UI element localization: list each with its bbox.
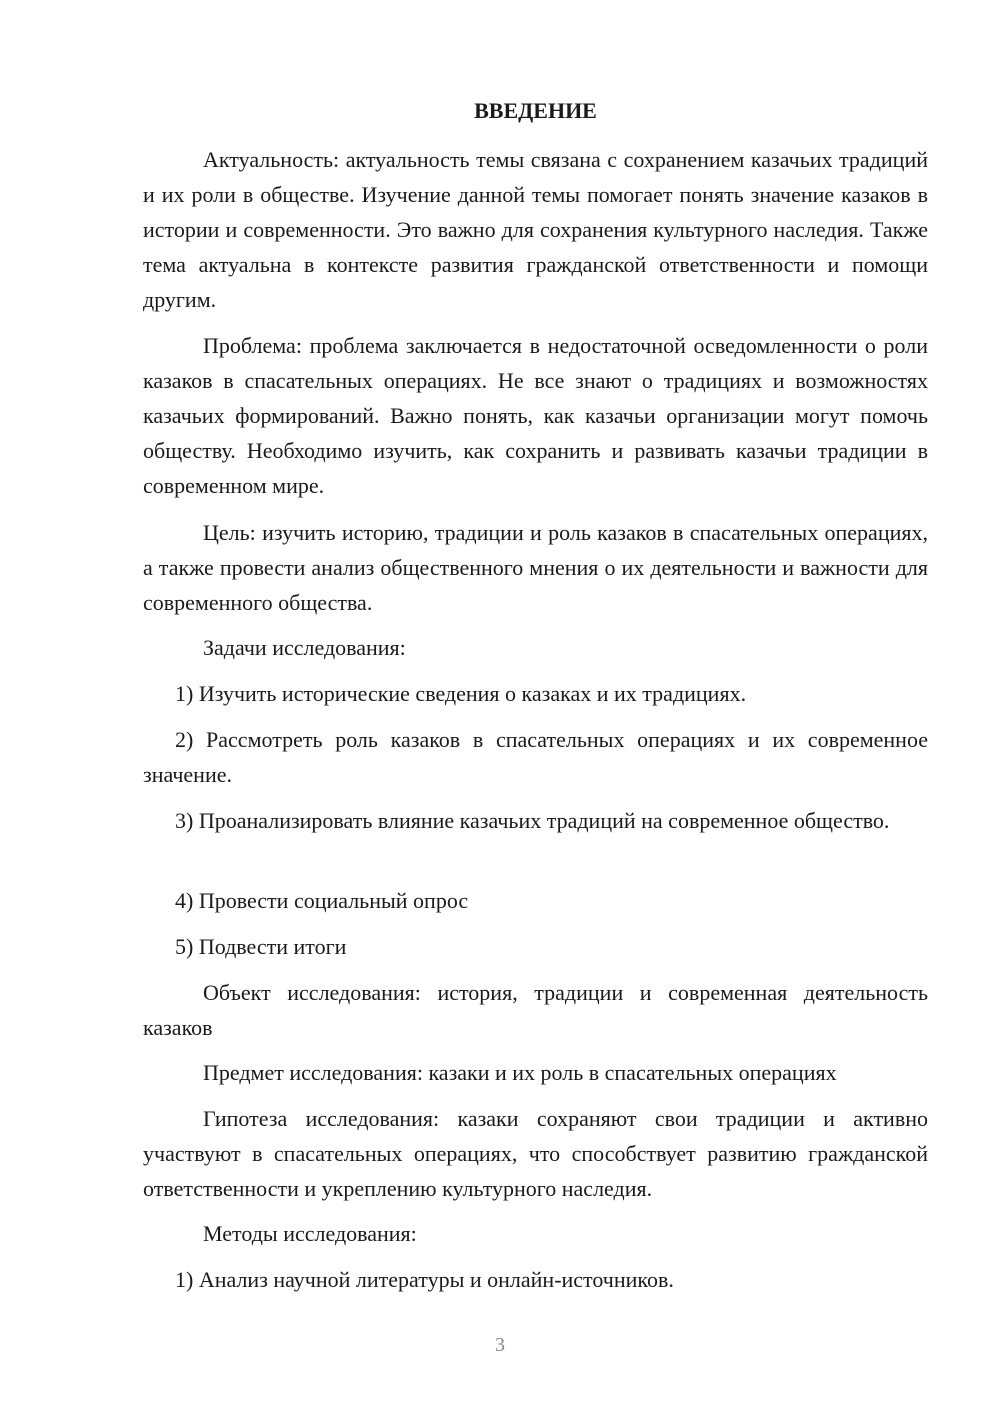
paragraph-subject: Предмет исследования: казаки и их роль в спасательных операциях (203, 1060, 837, 1085)
section-title: ВВЕДЕНИЕ (474, 98, 597, 123)
method-item-1: 1) Анализ научной литературы и онлайн-источников. (175, 1267, 674, 1292)
task-item-1: 1) Изучить исторические сведения о казаках и их традициях. (175, 681, 747, 706)
paragraph-problem: Проблема: проблема заключается в недостаточной осведомленности о роли казаков в спасательных операциях. Не все знают о традициях и возможностях казачьих формирований. Важно понять, как казачьи организации могут помочь обществу. Необходимо изучить, как сохранить и развивать казачьи традиции в современном мире. (143, 333, 928, 498)
task-item-4: 4) Провести социальный опрос (175, 888, 469, 913)
page-number: 3 (495, 1334, 505, 1356)
task-item-5: 5) Подвести итоги (175, 934, 347, 959)
paragraph-object: Объект исследования: история, традиции и современная деятельность казаков (143, 980, 928, 1040)
tasks-heading: Задачи исследования: (203, 635, 406, 660)
task-item-3: 3) Проанализировать влияние казачьих традиций на современное общество. (175, 808, 890, 833)
paragraph-hypothesis: Гипотеза исследования: казаки сохраняют свои традиции и активно участвуют в спасательных операциях, что способствует развитию гражданской ответственности и укреплению культурного наследия. (143, 1106, 928, 1201)
methods-heading: Методы исследования: (203, 1221, 417, 1246)
task-item-2: 2) Рассмотреть роль казаков в спасательных операциях и их современное значение. (143, 727, 928, 787)
paragraph-goal: Цель: изучить историю, традиции и роль казаков в спасательных операциях, а также провести анализ общественного мнения о их деятельности и важности для современного общества. (143, 520, 928, 615)
paragraph-relevance: Актуальность: актуальность темы связана с сохранением казачьих традиций и их роли в обществе. Изучение данной темы помогает понять значение казаков в истории и современности. Это важно для сохранения культурного наследия. Также тема актуальна в контексте развития гражданской ответственности и помощи другим. (143, 147, 928, 312)
